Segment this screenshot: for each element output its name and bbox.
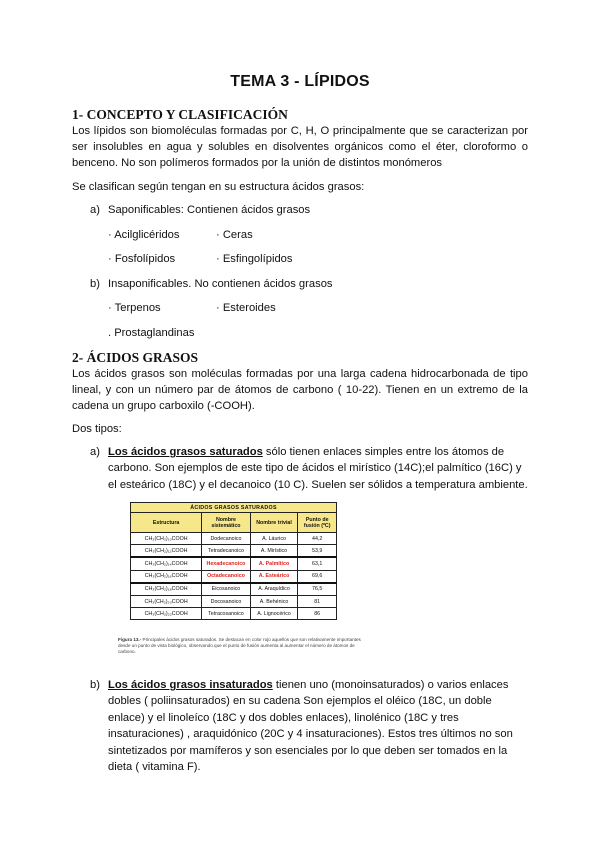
systematic-name-cell: Docosanoico (202, 595, 250, 607)
table-row (131, 533, 337, 545)
melting-point-cell: 63,1 (298, 557, 337, 570)
saponificables-label: Saponificables: Contienen ácidos grasos (108, 204, 311, 216)
saturated-term: Los ácidos grasos saturados (108, 446, 263, 458)
insaponificables-label: Insaponificables. No contienen ácidos grasos (108, 278, 333, 290)
list-item: . Prostaglandinas (108, 327, 195, 339)
list-marker-a: a) (90, 204, 100, 216)
melting-point-cell: 69,6 (298, 570, 337, 583)
unsaturated-text: tienen uno (monoinsaturados) o varios enlaces dobles ( poliinsaturados) en su cadena Son ejemplos el oléico (18C, un doble enlace) y el linoleíco (18C y dos dobles enlaces), linolénico (18C y tres insaturaciones) , araquidónico (20C y 4 insaturaciones). Estos tres últimos no son sintetizados por mamíferos y son esenciales por lo que deben ser tomados en la dieta ( vitamina F). (108, 679, 513, 774)
systematic-name-cell: Tetracosanoico (202, 608, 250, 620)
trivial-name-cell: A. Esteárico (250, 570, 298, 583)
melting-point-cell: 44,2 (298, 533, 337, 545)
formula-cell: CH₃(CH₂)₂₀COOH (131, 595, 202, 607)
formula-cell: CH₃(CH₂)₁₈COOH (131, 583, 202, 596)
list-item: · Esfingolípidos (216, 253, 293, 265)
formula-cell: CH₃(CH₂)₁₂COOH (131, 545, 202, 558)
column-header: Estructura (131, 513, 202, 533)
list-marker-b: b) (90, 679, 100, 691)
table-caption: ÁCIDOS GRASOS SATURADOS (131, 503, 337, 513)
unsaturated-term: Los ácidos grasos insaturados (108, 679, 273, 691)
column-header: Nombre sistemático (202, 513, 250, 533)
trivial-name-cell: A. Behénico (250, 595, 298, 607)
trivial-name-cell: A. Mirístico (250, 545, 298, 558)
trivial-name-cell: A. Láurico (250, 533, 298, 545)
figure-caption-text: Principales ácidos grasos saturados. Se destacan en color rojo aquellos que son relativamente importantes desde un punto de vista biológico, observando que el punto de fusión aumenta al aumentar el número de átomos de carbono. (118, 637, 361, 654)
table-row (131, 608, 337, 620)
melting-point-cell: 53,9 (298, 545, 337, 558)
unsaturated-paragraph (108, 677, 528, 775)
list-item: · Fosfolípidos (108, 253, 176, 265)
column-header: Punto de fusión (ºC) (298, 513, 337, 533)
page-title: TEMA 3 - LÍPIDOS (230, 73, 370, 90)
melting-point-cell: 76,5 (298, 583, 337, 596)
systematic-name-cell: Dodecanoico (202, 533, 250, 545)
systematic-name-cell: Tetradecanoico (202, 545, 250, 558)
saturated-paragraph (108, 444, 528, 493)
list-marker-a: a) (90, 446, 100, 458)
column-header: Nombre trivial (250, 513, 298, 533)
section-1-intro: Los lípidos son biomoléculas formadas por C, H, O principalmente que se caracterizan por ser insolubles en agua y solubles en disolventes orgánicos como el éter, cloroformo o benceno. No son polímeros formados por la unión de distintos monómeros (72, 125, 528, 169)
saturated-text: sólo tienen enlaces simples entre los átomos de carbono. Son ejemplos de este tipo de ácidos el mirístico (14C);el palmítico (16C) y el esteárico (18C) y el decanoico (10 C). Suelen ser sólidos a temperatura ambiente. (108, 446, 528, 491)
table-row-highlighted (131, 557, 337, 570)
classification-sentence: Se clasifican según tengan en su estructura ácidos grasos: (72, 181, 365, 193)
trivial-name-cell: A. Lignocérico (250, 608, 298, 620)
table-row (131, 595, 337, 607)
figure-caption-label: Figura 13.- (118, 637, 142, 642)
list-marker-b: b) (90, 278, 100, 290)
systematic-name-cell: Eicosanoico (202, 583, 250, 596)
section-1-heading: 1- CONCEPTO Y CLASIFICACIÓN (72, 107, 288, 122)
list-item: · Terpenos (108, 302, 161, 314)
formula-cell: CH₃(CH₂)₁₀COOH (131, 533, 202, 545)
list-item: · Acilglicéridos (108, 229, 180, 241)
systematic-name-cell: Hexadecanoico (202, 557, 250, 570)
trivial-name-cell: A. Palmítico (250, 557, 298, 570)
table-row-highlighted (131, 570, 337, 583)
saturated-fatty-acids-table (130, 502, 337, 620)
formula-cell: CH₃(CH₂)₂₂COOH (131, 608, 202, 620)
list-item: · Esteroides (216, 302, 276, 314)
formula-cell: CH₃(CH₂)₁₄COOH (131, 557, 202, 570)
section-2-intro: Los ácidos grasos son moléculas formadas por una larga cadena hidrocarbonada de tipo lineal, y con un número par de átomos de carbono ( 10-22). Tienen en un extremo de la cadena un grupo carboxilo (-COOH). (72, 368, 528, 412)
melting-point-cell: 81 (298, 595, 337, 607)
list-item: · Ceras (216, 229, 253, 241)
table-row (131, 545, 337, 558)
formula-cell: CH₃(CH₂)₁₆COOH (131, 570, 202, 583)
types-sentence: Dos tipos: (72, 423, 122, 435)
melting-point-cell: 86 (298, 608, 337, 620)
trivial-name-cell: A. Araquídico (250, 583, 298, 596)
table-row (131, 583, 337, 596)
section-2-heading: 2- ÁCIDOS GRASOS (72, 350, 199, 365)
systematic-name-cell: Octadecanoico (202, 570, 250, 583)
figure-caption (118, 637, 368, 655)
